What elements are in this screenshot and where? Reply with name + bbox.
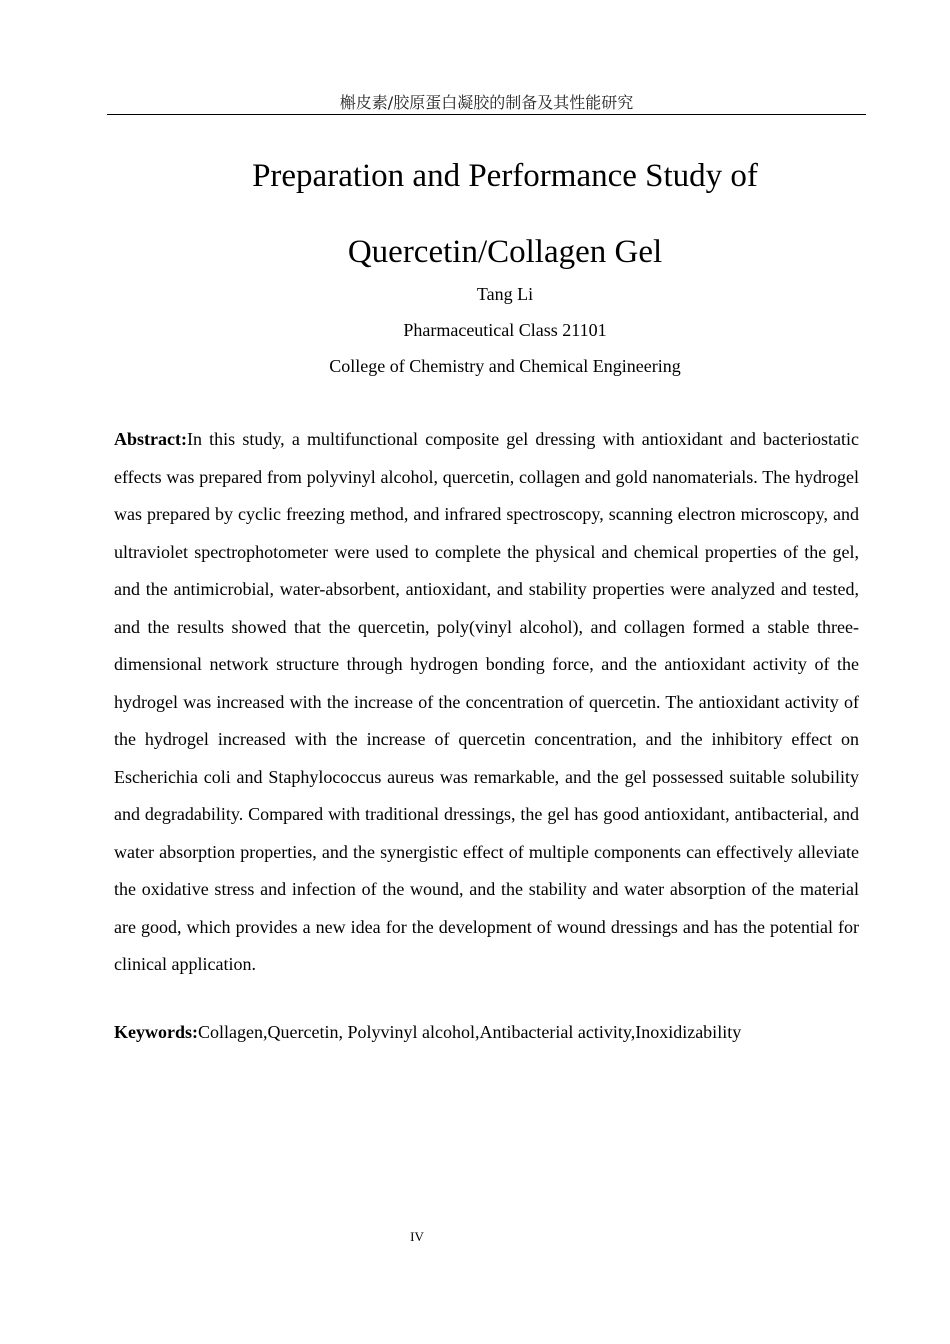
paper-title	[60, 138, 950, 290]
paper-title-line-2: Quercetin/Collagen Gel	[347, 234, 663, 270]
paper-title-line-1: Preparation and Performance Study of	[252, 158, 758, 194]
running-header: 槲皮素/胶原蛋白凝胶的制备及其性能研究	[107, 92, 866, 115]
author-class: Pharmaceutical Class 21101	[403, 320, 607, 340]
author-name: Tang Li	[476, 284, 534, 304]
keywords-label: Keywords:	[114, 1022, 198, 1042]
author-college: College of Chemistry and Chemical Engineering	[329, 356, 681, 376]
abstract-paragraph	[114, 421, 859, 984]
keywords-line	[114, 1019, 859, 1045]
abstract-label: Abstract:	[114, 429, 187, 449]
abstract-text: In this study, a multifunctional composite gel dressing with antioxidant and bacteriostatic effects was prepared from polyvinyl alcohol, quercetin, collagen and gold nanomaterials. The hydrogel was prepared by cyclic freezing method, and infrared spectroscopy, scanning electron microscopy, and ultraviolet spectrophotometer were used to complete the physical and chemical properties of the gel, and the antimicrobial, water-absorbent, antioxidant, and stability properties were analyzed and tested, and the results showed that the quercetin, poly(vinyl alcohol), and collagen formed a stable three-dimensional network structure through hydrogen bonding force, and the antioxidant activity of the hydrogel was increased with the increase of the concentration of quercetin. The antioxidant activity of the hydrogel increased with the increase of quercetin concentration, and the inhibitory effect on Escherichia coli and Staphylococcus aureus was remarkable, and the gel possessed suitable solubility and degradability. Compared with traditional dressings, the gel has good antioxidant, antibacterial, and water absorption properties, and the synergistic effect of multiple components can effectively alleviate the oxidative stress and infection of the wound, and the stability and water absorption of the material are good, which provides a new idea for the development of wound dressings and has the potential for clinical application.	[114, 429, 859, 974]
page-number: IV	[410, 1229, 424, 1244]
keywords-text: Collagen,Quercetin, Polyvinyl alcohol,Antibacterial activity,Inoxidizability	[198, 1022, 742, 1042]
